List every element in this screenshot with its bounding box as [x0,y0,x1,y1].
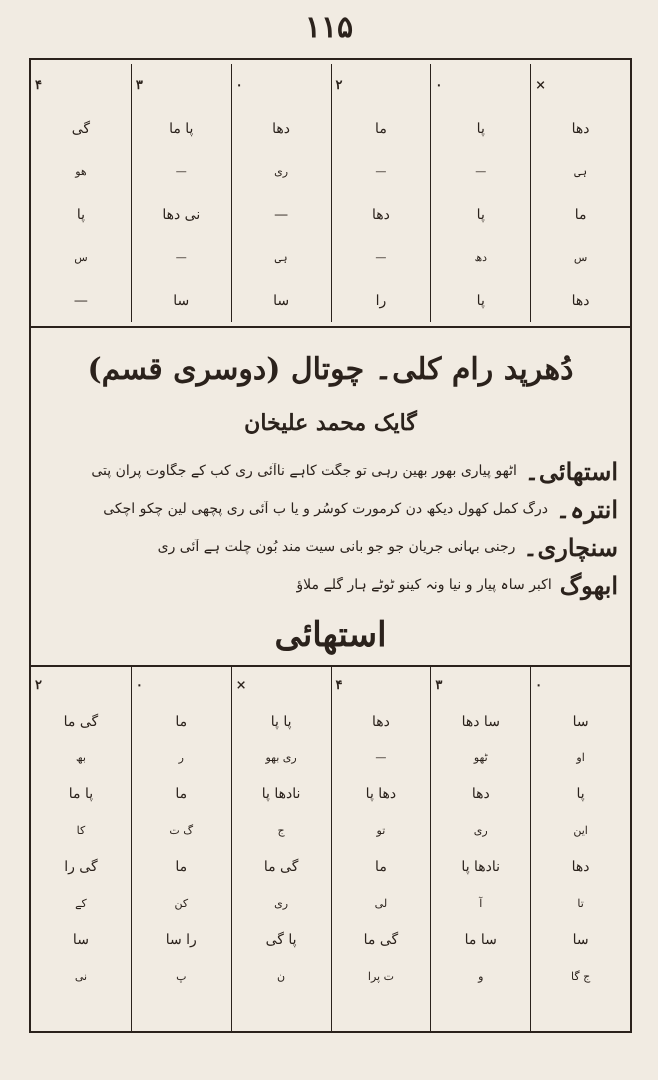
note-cell: پا [476,206,485,223]
note-cell: ری [473,824,488,838]
note-cell: دھ [474,251,488,264]
note-cell: گی را [64,859,98,876]
lyric-label: سنچاری۔ [523,532,618,562]
lyric-line-abhog [43,566,618,604]
note-cell: — [475,165,487,178]
note-cell: ما [574,206,587,223]
note-cell: ما [375,120,387,137]
note-cell: ما [175,713,188,730]
lyric-label: ابھوگ [559,570,618,600]
lyric-line-sanchari [43,528,618,566]
top-col-2 [430,64,530,322]
note-cell: ری [274,165,289,178]
beat-mark: ۰ [135,677,143,693]
note-cell: ری [274,897,289,911]
bottom-col-5 [131,667,231,1031]
note-cell: — [274,206,289,223]
note-cell: بھ [75,751,86,765]
section-heading: استھائی [274,615,387,655]
note-cell: سا [572,713,589,730]
note-cell: نی دھا [162,206,201,223]
beat-mark: ۳ [435,677,443,693]
lyric-text: رجنی بہانی جریان جو جو بانی سیت مند بُون چلت ہے آئی ری [157,539,516,555]
note-cell: ری بھو [265,751,297,765]
beat-mark: × [235,677,247,693]
note-cell: س [74,251,88,264]
note-cell: س [573,251,588,264]
bottom-col-4 [231,667,331,1031]
note-cell: ر [178,751,184,765]
note-cell: ہی [574,165,588,178]
beat-mark: ۰ [535,677,543,693]
note-cell: ما [175,859,188,876]
note-cell: دھا [571,120,590,137]
note-cell: — [175,251,187,264]
top-col-5 [131,64,231,322]
bottom-col-6 [31,667,131,1031]
note-cell: گی ما [363,931,399,948]
note-cell: کے [75,897,87,911]
note-cell: — [73,292,88,309]
note-cell: پا [76,206,86,223]
note-cell: ج [277,824,285,838]
beat-mark: ۴ [335,677,343,693]
note-cell: این [573,824,588,838]
note-cell: سا ما [464,931,497,948]
note-cell: آ [479,897,483,911]
note-cell: دھا [571,292,590,309]
top-notation-table [31,64,630,322]
raga-title: دُھرپد رام کلی۔ چوتال (دوسری قسم) [87,352,574,387]
divider [31,326,630,328]
note-cell: پا گی [265,931,297,948]
note-cell: — [175,165,187,178]
lyric-label: استھائی۔ [524,456,618,486]
note-cell: دھا [272,120,291,137]
note-cell: نادھا پا [261,786,301,803]
notation-frame [29,58,632,1033]
note-cell: ما [175,786,188,803]
note-cell: ج گا [571,969,591,983]
note-cell: سا [572,931,589,948]
lyric-line-sthayi [43,452,618,490]
note-cell: گی [71,120,91,137]
note-cell: او [576,751,585,765]
note-cell: گی ما [63,713,99,730]
note-cell: ت پرا [367,969,394,983]
lyric-line-antara [43,490,618,528]
bottom-col-3 [331,667,431,1031]
note-cell: را سا [165,931,197,948]
note-cell: ما [375,859,387,876]
note-cell: دھا [571,859,590,876]
lyrics-block [43,452,618,604]
lyric-text: اکبر ساہ پیار و نیا ونہ کینو ٹوٹے ہار گلے ملاؤ [296,577,552,593]
note-cell: لی [374,897,388,911]
note-cell: سا دھا [461,713,500,730]
note-cell: و [478,969,484,983]
lyric-label: انترہ۔ [556,494,618,524]
top-col-3 [331,64,431,322]
note-cell: پا ما [68,786,94,803]
note-cell: نی [74,969,88,983]
note-cell: سا [72,931,89,948]
note-cell: پا [476,292,485,309]
note-cell: پا [576,786,585,803]
note-cell: تا [577,897,584,911]
note-cell: دھا پا [365,786,397,803]
lyric-text: درگ کمل کھول دیکھ دن کرمورت کوسُر و یا ب آئی ری پچھی لین چکو اچکی [103,501,549,517]
top-col-4 [231,64,331,322]
note-cell: پ [176,969,187,983]
note-cell: سا [173,292,190,309]
top-col-6 [31,64,131,322]
note-cell: — [375,165,387,178]
beat-mark: ۰ [235,78,243,93]
note-cell: دھا [371,206,390,223]
beat-mark: ۲ [35,677,42,693]
note-cell: کا [76,824,86,838]
note-cell: — [375,751,387,765]
beat-mark: ۲ [335,78,343,93]
note-cell: ہی [274,251,288,264]
bottom-col-1 [530,667,630,1031]
note-cell: کن [174,897,189,911]
note-cell: ھو [75,165,87,178]
page-number: ۱۱۵ [304,10,354,45]
beat-mark: × [535,78,547,93]
note-cell: پا پا [270,713,292,730]
beat-mark: ۴ [35,78,42,93]
note-cell: گی ما [263,859,299,876]
note-cell: پا [476,120,485,137]
note-cell: ن [277,969,286,983]
note-cell: گ ت [169,824,194,838]
note-cell: دھا [371,713,390,730]
note-cell: نادھا پا [461,859,501,876]
note-cell: سا [273,292,290,309]
note-cell: پا ما [169,120,194,137]
note-cell: را [375,292,387,309]
note-cell: دھا [471,786,490,803]
lyric-text: اٹھو پیاری بھور بھین رہی تو جگت کاہے ناآئی ری کب کے جگاوت پران پتی [91,463,517,479]
bottom-notation-table [31,667,630,1031]
bottom-col-2 [430,667,530,1031]
note-cell: — [375,251,387,264]
note-cell: ٹھو [473,751,488,765]
note-cell: تو [376,824,386,838]
beat-mark: ۰ [435,78,443,93]
singer-name: گایک محمد علیخان [244,410,417,436]
beat-mark: ۳ [135,78,143,93]
top-col-1 [530,64,630,322]
